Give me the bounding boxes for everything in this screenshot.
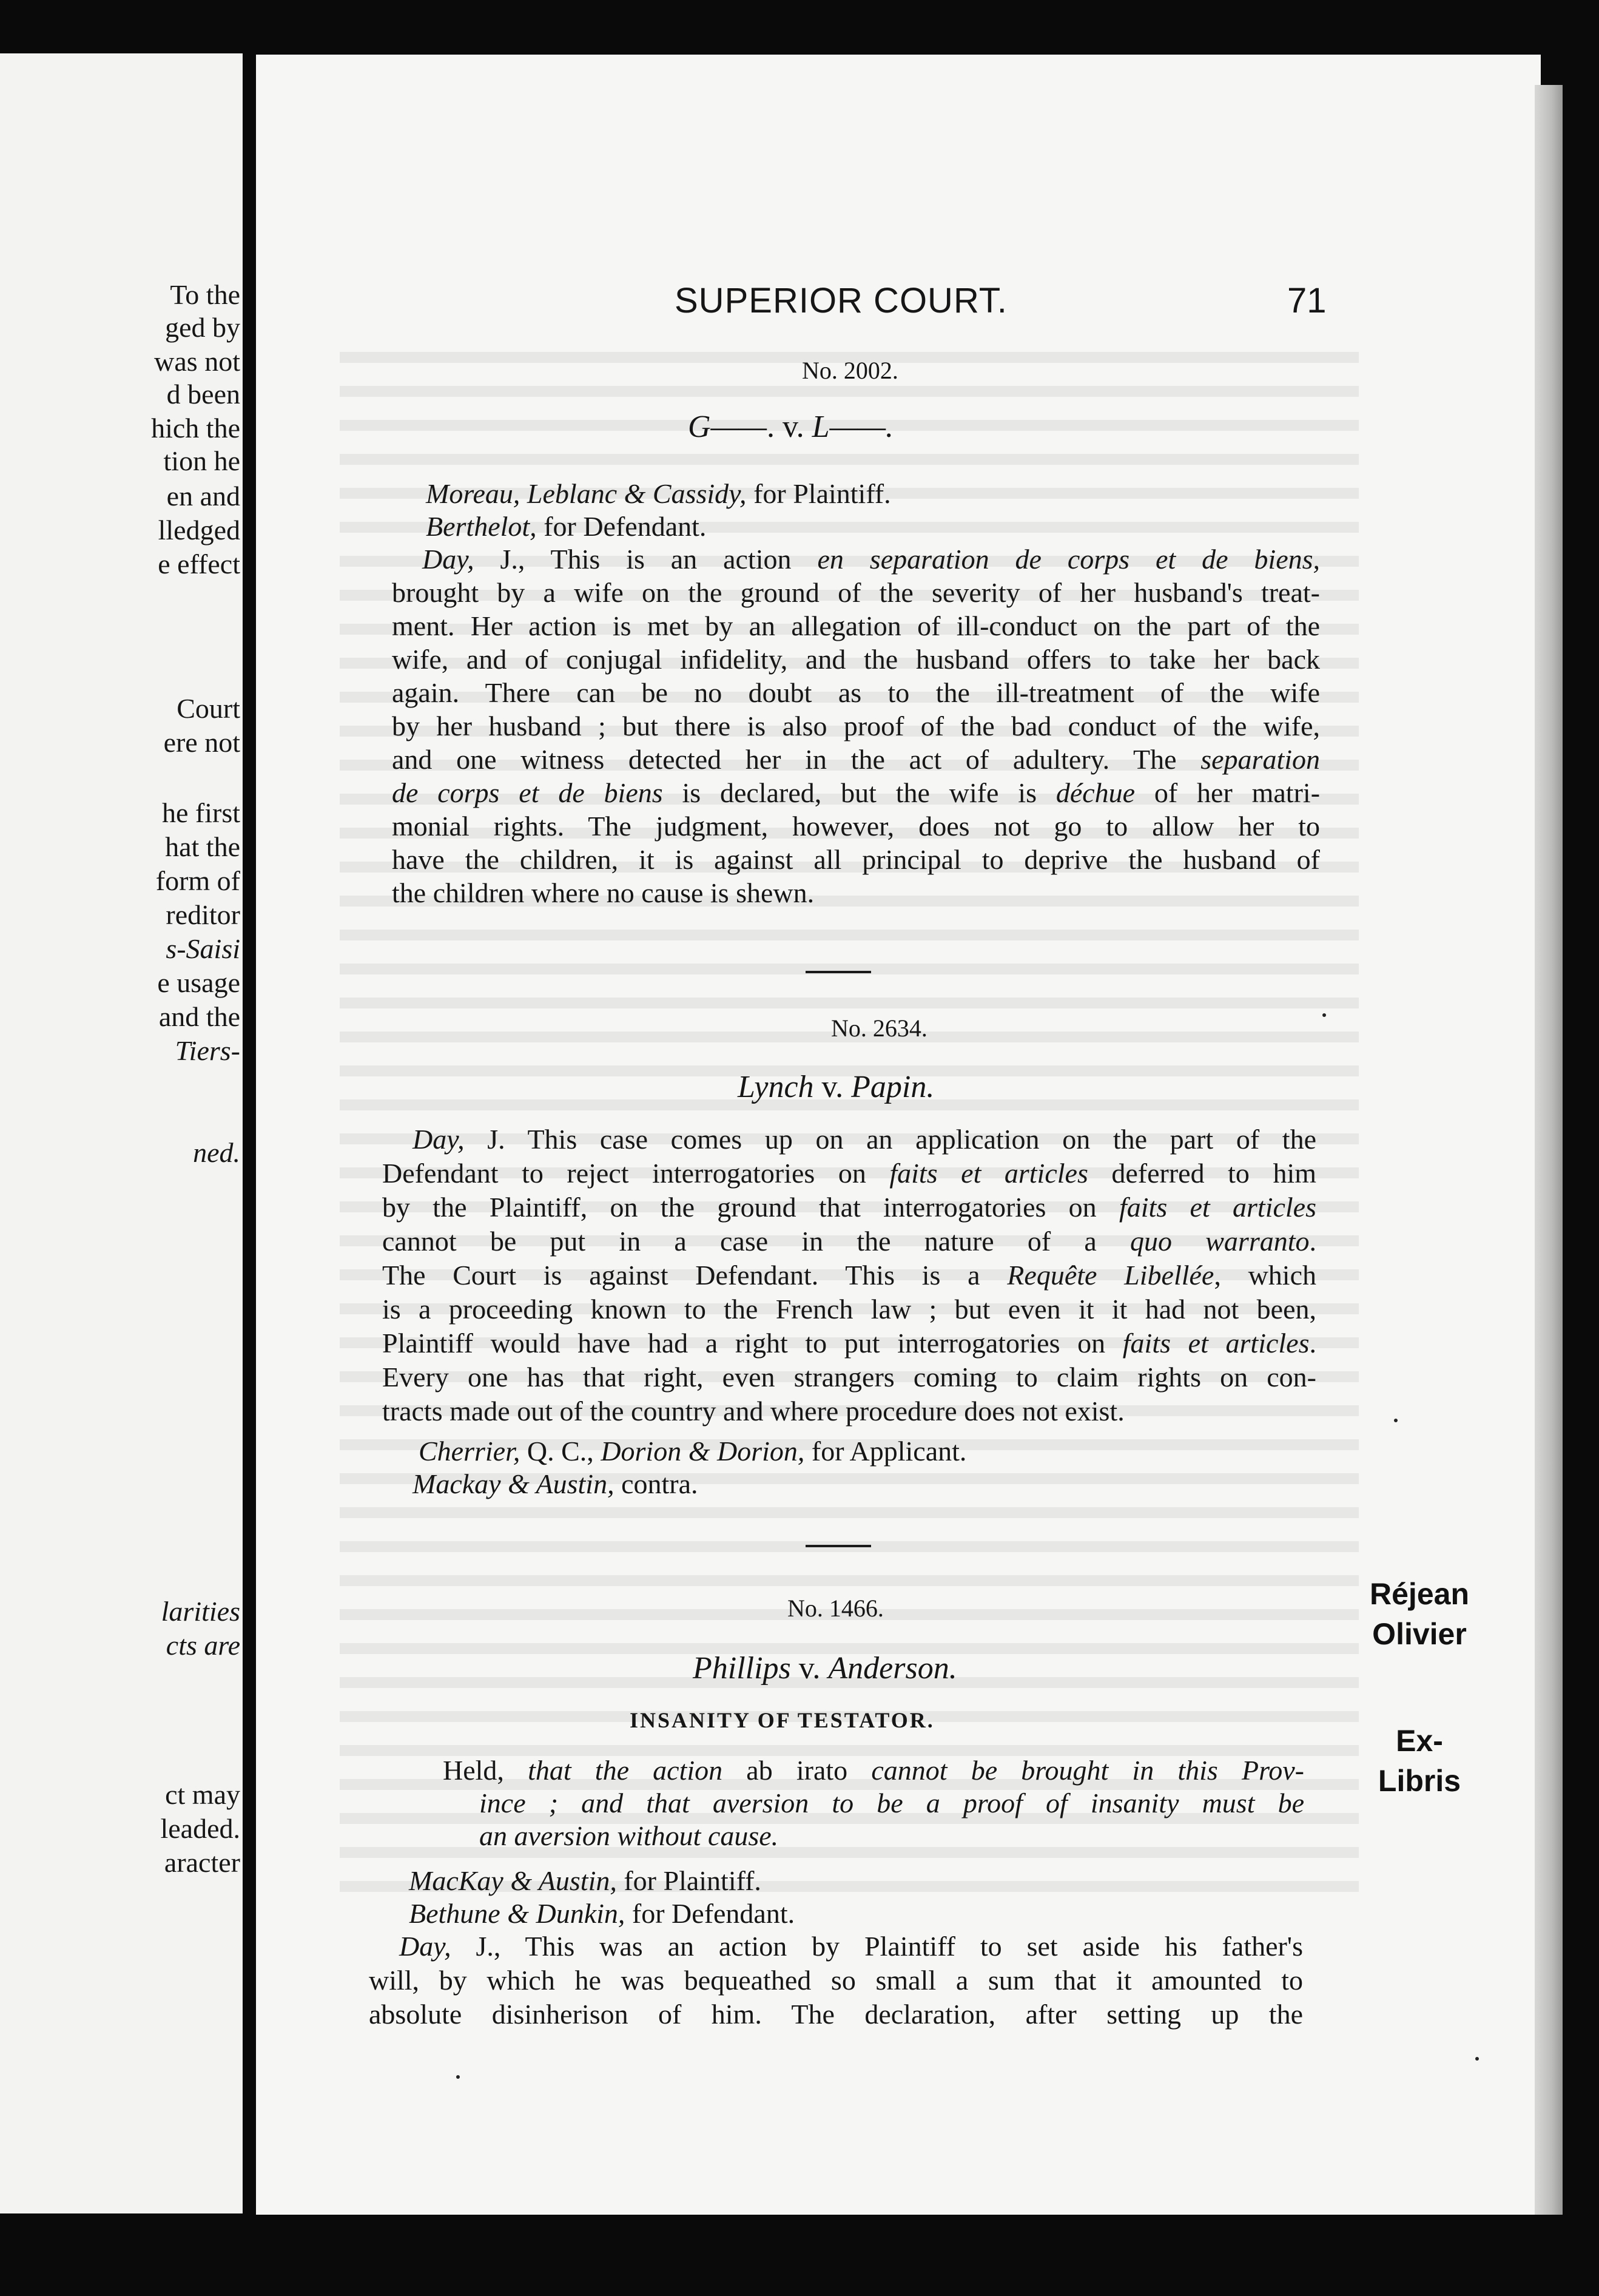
left-page-fragment: reditor [166,899,240,930]
party-b: Papin. [851,1070,935,1104]
left-page-fragment: ged by [165,312,240,343]
left-page-fragment: was not [154,346,240,377]
counsel-role: for Applicant. [804,1436,967,1467]
section-rule [806,1545,871,1547]
left-page-fragment: ned. [193,1137,240,1168]
counsel-names: MacKay & Austin, [409,1865,617,1896]
text-line: and one witness detected her in the act of adultery. The separation [392,744,1320,775]
left-page-fragment: ct may [165,1779,240,1810]
left-page-fragment: Tiers- [175,1035,240,1066]
left-page-fragment: leaded. [160,1813,240,1844]
counsel-role: contra. [614,1468,698,1499]
left-page-fragment: hich the [151,413,240,444]
text-line: again. There can be no doubt as to the ill-treatment of the wife [392,677,1320,708]
counsel-line [409,1897,795,1931]
left-page-fragment: e usage [157,967,240,998]
case-number: No. 1466. [787,1595,884,1622]
counsel-role: Q. C., [520,1436,601,1467]
case-number: No. 2002. [802,357,898,384]
text-line: de corps et de biens is declared, but the wife is déchue of her matri- [392,777,1321,808]
counsel-names: Moreau, Leblanc & Cassidy, [426,478,747,509]
left-page-fragment: tion he [163,445,240,476]
paper-speck [1394,1419,1398,1422]
text-line: the children where no cause is shewn. [392,877,815,908]
left-page-fragment: he first [161,797,240,828]
stamp-ex-libris: Ex-Libris [1378,1724,1461,1798]
left-page-fragment: en and [166,481,240,512]
section-rule [806,971,871,973]
case-title [738,1069,934,1106]
counsel-line [412,1467,698,1501]
counsel-role: for Defendant. [536,511,707,542]
case-number: No. 2634. [831,1015,927,1042]
counsel-role: for Defendant. [625,1898,795,1929]
text-line: is a proceeding known to the French law ; but even it it had not been, [382,1294,1316,1325]
versus: . v. [767,410,812,444]
left-facing-page [0,53,243,2213]
text-line: cannot be put in a case in the nature of a quo warranto. [382,1226,1316,1257]
counsel-role: for Plaintiff. [746,478,891,509]
text-line: Every one has that right, even strangers coming to claim rights on con- [382,1362,1316,1393]
running-head: SUPERIOR COURT. [675,281,1008,320]
left-page-fragment: ere not [163,727,240,758]
party-b: L——. [812,410,894,444]
counsel-line [426,510,706,544]
text-line: brought by a wife on the ground of the severity of her husband's treat- [392,577,1320,608]
versus: v. [813,1070,852,1104]
counsel-line [419,1434,966,1468]
ex-libris-stamp [1359,1574,1480,1801]
counsel-names: Mackay & Austin, [412,1468,614,1499]
text-line: have the children, it is against all principal to deprive the husband of [392,844,1320,875]
left-page-fragment: e effect [158,549,240,579]
stamp-name-first: Réjean [1370,1577,1469,1611]
text-line: Plaintiff would have had a right to put interrogatories on faits et articles. [382,1328,1317,1359]
left-page-fragment: lledged [158,515,240,545]
versus: v. [790,1651,829,1686]
text-line: The Court is against Defendant. This is a Requête Libellée, which [382,1260,1316,1291]
counsel-names: Dorion & Dorion, [601,1436,805,1467]
subheading: INSANITY OF TESTATOR. [630,1708,935,1732]
text-line: ment. Her action is met by an allegation of ill-conduct on the part of the [392,610,1320,641]
counsel-names: Bethune & Dunkin, [409,1898,625,1929]
stamp-name-last: Olivier [1372,1617,1467,1651]
paper-speck [1322,1013,1326,1017]
text-line: monial rights. The judgment, however, does not go to allow her to [392,811,1320,842]
left-page-fragment: d been [166,379,240,410]
text-line: by the Plaintiff, on the ground that interrogatories on faits et articles [382,1192,1316,1223]
party-a: Lynch [738,1070,814,1104]
text-line: tracts made out of the country and where procedure does not exist. [382,1396,1125,1427]
text-line: Day, J., This is an action en separation de corps et de biens, [422,544,1321,575]
left-page-fragment: Court [177,693,240,724]
case-title [688,409,894,445]
left-page-fragment: To the [170,279,240,310]
text-line: Defendant to reject interrogatories on faits et articles deferred to him [382,1158,1316,1189]
counsel-names: Cherrier, [419,1436,520,1467]
page-number: 71 [1287,281,1327,320]
counsel-names: Berthelot, [426,511,537,542]
counsel-line [409,1864,761,1898]
page-edge-shadow [1535,85,1563,2215]
left-page-fragment: form of [155,865,240,896]
text-line: Held, that the action ab irato cannot be brought in this Prov- [443,1755,1304,1786]
party-a: Phillips [693,1651,791,1686]
paper-speck [456,2075,460,2079]
case-title [693,1650,957,1687]
left-page-fragment: and the [158,1001,240,1032]
text-line: by her husband ; but there is also proof of the bad conduct of the wife, [392,711,1320,741]
text-line: an aversion without cause. [479,1820,779,1851]
counsel-line [426,477,891,511]
left-page-fragment: cts are [166,1630,240,1661]
counsel-role: for Plaintiff. [616,1865,761,1896]
text-line: will, by which he was bequeathed so small a sum that it amounted to [369,1965,1303,1996]
text-line: wife, and of conjugal infidelity, and the husband offers to take her back [392,644,1320,675]
text-line: absolute disinherison of him. The declaration, after setting up the [369,1999,1303,2030]
party-a: G—— [688,410,767,444]
text-line: Day, J., This was an action by Plaintiff to set aside his father's [399,1931,1303,1962]
text-line: Day, J. This case comes up on an application on the part of the [412,1124,1316,1155]
party-b: Anderson. [828,1651,957,1686]
left-page-fragment: s-Saisi [166,933,240,964]
paper-speck [1475,2057,1479,2061]
text-line: ince ; and that aversion to be a proof of insanity must be [479,1788,1304,1818]
left-page-fragment: aracter [164,1847,240,1878]
left-page-fragment: hat the [165,831,240,862]
left-page-fragment: larities [161,1596,240,1627]
